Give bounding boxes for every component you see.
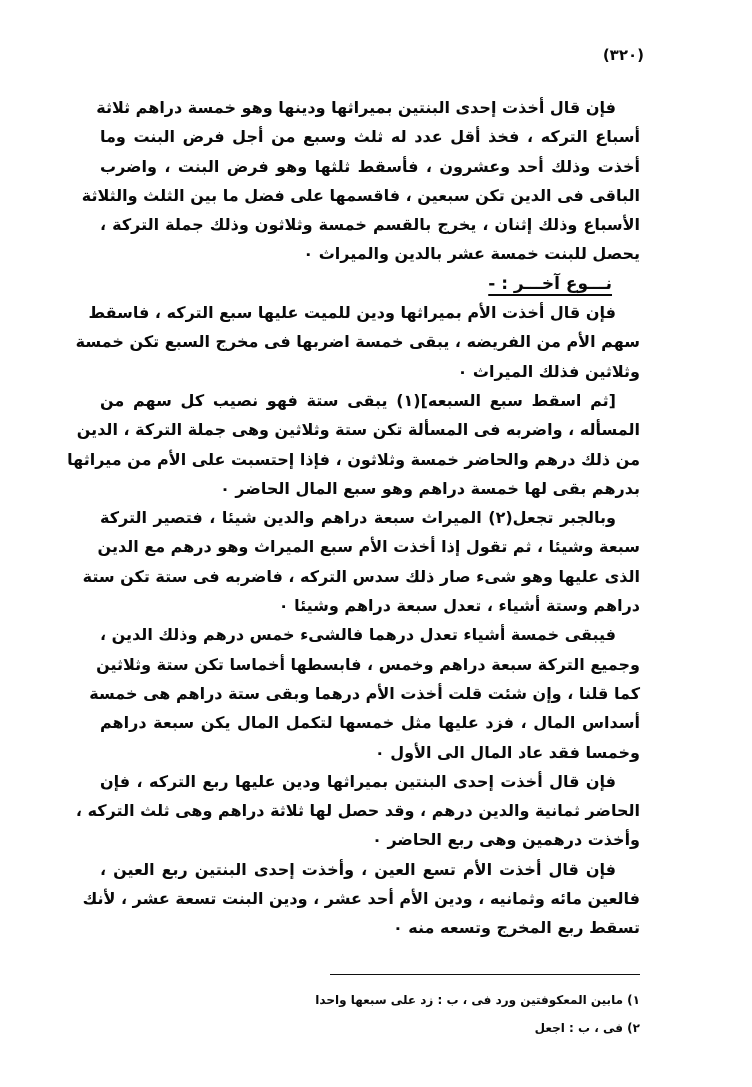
footnotes [100, 986, 640, 1042]
text-line: وأخذت درهمين وهى ربع الحاضر ٠ [372, 830, 640, 850]
paragraph [82, 855, 640, 943]
text-line: المسأله ، واضربه فى المسألة تكن ستة وثلاثين وهى جملة التركة ، الدين [76, 420, 640, 440]
text-line: الذى عليها وهو شىء صار ذلك سدس التركه ، فاضربه فى ستة تكن ستة [82, 566, 640, 586]
paragraph [89, 620, 640, 766]
text-line: دراهم وستة أشياء ، تعدل سبعة دراهم وشيئا ٠ [278, 596, 640, 616]
text-line: [ثم اسقط سبع السبعه](١) يبقى ستة فهو نصيب كل سهم من [100, 390, 616, 410]
footnote: ١) مابين المعكوفتين ورد فى ، ب : زد على سبعها واحدا [315, 993, 640, 1007]
paragraph [67, 386, 640, 503]
text-line: فإن قال أخذت إحدى البنتين بميراثها ودين عليها ربع التركه ، فإن [100, 771, 616, 791]
text-line: فالعين مائه وثمانيه ، ودين الأم أحد عشر ، ودين البنت تسعة عشر ، لأنك [82, 889, 640, 909]
paragraph [75, 298, 640, 386]
text-line: سهم الأم من الفريضه ، يبقى خمسة اضربها فى مخرج السبع تكن خمسة [75, 332, 640, 352]
paragraph [81, 93, 640, 269]
body-text [67, 93, 640, 943]
text-line: كما قلنا ، وإن شئت قلت أخذت الأم درهما وبقى ستة دراهم هى خمسة [89, 683, 640, 703]
text-line: من ذلك درهم والحاضر خمسة وثلاثون ، فإذا إحتسبت على الأم من ميراثها [67, 449, 640, 469]
section-heading: نـــوع آخـــر : - [488, 273, 612, 294]
paragraph [82, 503, 640, 620]
footnote: ٢) فى ، ب : اجعل [534, 1021, 640, 1035]
text-line: أسباع التركه ، فخذ أقل عدد له ثلث وسبع من أجل فرض البنت وما [100, 127, 640, 147]
paragraph [75, 767, 640, 855]
page-number: (٣٢٠) [602, 46, 644, 64]
text-line: وجميع التركة سبعة دراهم وخمس ، فابسطها أخماسا تكن ستة وثلاثين [96, 654, 640, 674]
text-line: تسقط ربع المخرج وتسعه منه ٠ [392, 918, 640, 938]
text-line: أسداس المال ، فزد عليها مثل خمسها لتكمل المال يكن سبعة دراهم [100, 713, 640, 733]
text-line: الحاضر ثمانية والدين درهم ، وقد حصل لها ثلاثة دراهم وهى ثلث التركه ، [75, 801, 640, 821]
text-line: يحصل للبنت خمسة عشر بالدين والميراث ٠ [303, 244, 640, 264]
text-line: فإن قال أخذت الأم بميراثها ودين للميت عليها سبع التركه ، فاسقط [88, 303, 616, 323]
text-line: وبالجبر تجعل(٢) الميراث سبعة دراهم والدين شيئا ، فتصير التركة [100, 508, 617, 528]
section-heading-row [100, 269, 640, 298]
text-line: وخمسا فقد عاد المال الى الأول ٠ [374, 742, 640, 762]
text-line: بدرهم بقى لها خمسة دراهم وهو سبع المال الحاضر ٠ [220, 478, 640, 498]
text-line: سبعة وشيئا ، ثم تقول إذا أخذت الأم سبع الميراث وهو درهم مع الدين [97, 537, 640, 557]
footnote-divider [330, 974, 640, 975]
text-line: أخذت وذلك أحد وعشرون ، فأسقط ثلثها وهو فرض البنت ، واضرب [100, 156, 640, 176]
text-line: الأسباع وذلك إثنان ، يخرج بالقسم خمسة وثلاثون وذلك جملة التركة ، [100, 215, 640, 235]
text-line: وثلاثين فذلك الميراث ٠ [457, 361, 640, 381]
text-line: الباقى فى الدين تكن سبعين ، فاقسمها على فضل ما بين الثلث والثلاثة [81, 185, 640, 205]
text-line: فإن قال أخذت إحدى البنتين بميراثها ودينها وهو خمسة دراهم ثلاثة [96, 98, 616, 117]
text-line: فيبقى خمسة أشياء تعدل درهما فالشىء خمس درهم وذلك الدين ، [100, 625, 616, 645]
text-line: فإن قال أخذت الأم تسع العين ، وأخذت إحدى البنتين ربع العين ، [100, 859, 616, 879]
